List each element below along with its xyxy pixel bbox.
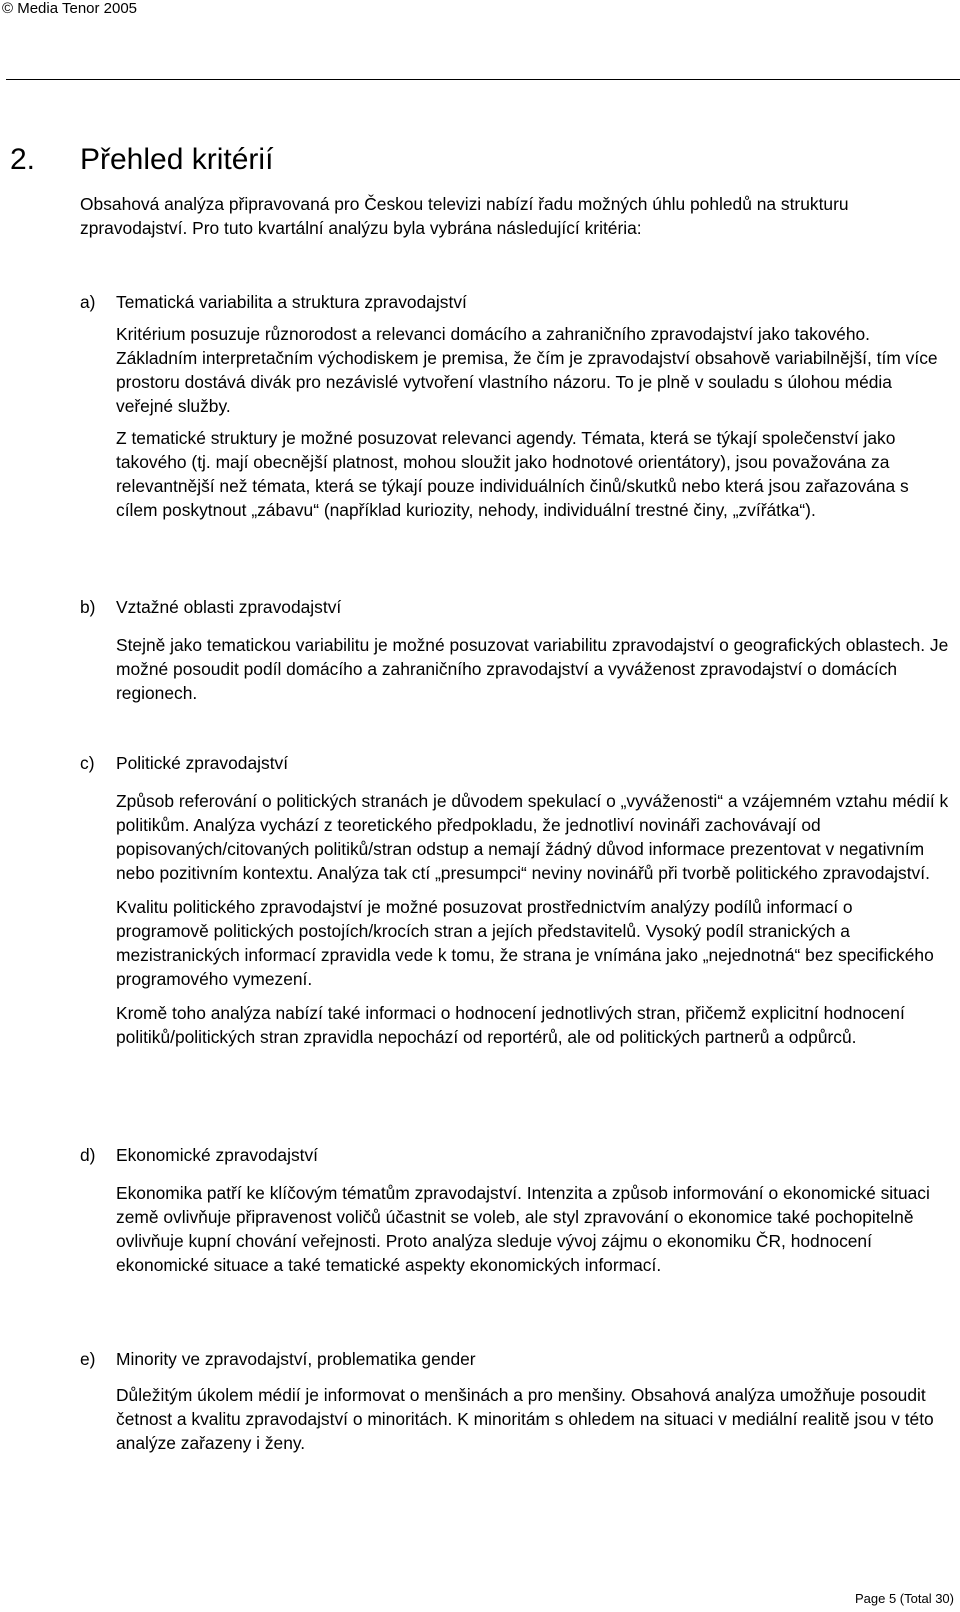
criterion-title: Tematická variabilita a struktura zpravodajství — [116, 292, 467, 312]
intro-paragraph: Obsahová analýza připravovaná pro Českou televizi nabízí řadu možných úhlu pohledů na strukturu zpravodajství. Pro tuto kvartální analýzu byla vybrána následující kritéria: — [80, 194, 849, 238]
criterion-c — [80, 751, 950, 1049]
criterion-a — [80, 290, 950, 522]
criterion-heading — [80, 751, 950, 775]
criterion-heading — [80, 595, 950, 619]
page-number: Page 5 (Total 30) — [854, 1591, 954, 1606]
criterion-title: Politické zpravodajství — [116, 753, 289, 773]
criterion-paragraph: Kritérium posuzuje různorodost a relevanci domácího a zahraničního zpravodajství jako takového. Základním interpretačním východiskem je premisa, že čím je zpravodajství obsahově variabilnější, tím více prostoru dostává divák pro nezávislé vytvoření vlastního názoru. To je plně v souladu s úlohou média veřejné služby. — [116, 324, 938, 416]
criterion-heading — [80, 290, 950, 314]
section-title-text: Přehled kritérií — [80, 143, 274, 176]
criterion-paragraph: Z tematické struktury je možné posuzovat relevanci agendy. Témata, která se týkají společenství jako takového (tj. mají obecnější platnost, mohou sloužit jako hodnotové orientátory), jsou považována za relevantnější než témata, která se týkají pouze individuálních činů/skutků nebo která jsou zařazována s cílem poskytnout „zábavu“ (například kuriozity, nehody, individuální trestné činy, „zvířátka“). — [116, 428, 909, 520]
criterion-paragraph: Stejně jako tematickou variabilitu je možné posuzovat variabilitu zpravodajství o geografických oblastech. Je možné posoudit podíl domácího a zahraničního zpravodajství a vyváženost zpravodajství o domácích regionech. — [116, 635, 949, 703]
criterion-paragraph: Kromě toho analýza nabízí také informaci o hodnocení jednotlivých stran, přičemž explicitní hodnocení politiků/politických stran zpravidla nepochází od reportérů, ale od politických partnerů a odpůrců. — [116, 1003, 905, 1047]
header-divider — [6, 79, 960, 80]
criterion-letter: d) — [80, 1145, 96, 1165]
criterion-e — [80, 1347, 950, 1455]
criterion-letter: e) — [80, 1349, 96, 1369]
criterion-letter: b) — [80, 597, 96, 617]
criterion-paragraph: Důležitým úkolem médií je informovat o menšinách a pro menšiny. Obsahová analýza umožňuje posoudit četnost a kvalitu zpravodajství o minoritách. K minoritám s ohledem na situaci v mediální realitě jsou v této analýze zařazeny i ženy. — [116, 1385, 934, 1453]
criterion-title: Vztažné oblasti zpravodajství — [116, 597, 342, 617]
criterion-heading — [80, 1347, 950, 1371]
criterion-letter: c) — [80, 753, 95, 773]
criterion-d — [80, 1143, 950, 1277]
criterion-b — [80, 595, 950, 705]
criterion-title: Ekonomické zpravodajství — [116, 1145, 319, 1165]
section-title — [10, 142, 273, 178]
criterion-paragraph: Způsob referování o politických stranách je důvodem spekulací o „vyváženosti“ a vzájemném vztahu médií k politikům. Analýza vychází z teoretického předpokladu, že jednotliví novináři zachovávají od popisovaných/citovaných politiků/stran odstup a nemají žádný důvod informace prezentovat v negativním nebo pozitivním kontextu. Analýza tak ctí „presumpci“ neviny novinářů při tvorbě politického zpravodajství. — [116, 791, 949, 883]
criterion-letter: a) — [80, 292, 96, 312]
criterion-heading — [80, 1143, 950, 1167]
criterion-paragraph: Ekonomika patří ke klíčovým tématům zpravodajství. Intenzita a způsob informování o ekonomické situaci země ovlivňuje připravenost voličů účastnit se voleb, ale styl zpravování o ekonomice také pochopitelně ovlivňuje kupní chování veřejnosti. Proto analýza sleduje vývoj zájmu o ekonomiku ČR, hodnocení ekonomické situace a také tematické aspekty ekonomických informací. — [116, 1183, 930, 1275]
criterion-paragraph: Kvalitu politického zpravodajství je možné posuzovat prostřednictvím analýzy podílů informací o programově politických postojích/krocích stran a jejích představitelů. Vysoký podíl stranických a mezistranických informací zpravidla vede k tomu, že strana je vnímána jako „nejednotná“ bez specifického programového vymezení. — [116, 897, 934, 989]
section-number: 2. — [10, 143, 36, 176]
criterion-title: Minority ve zpravodajství, problematika gender — [116, 1349, 476, 1369]
header-copyright: © Media Tenor 2005 — [2, 0, 138, 17]
